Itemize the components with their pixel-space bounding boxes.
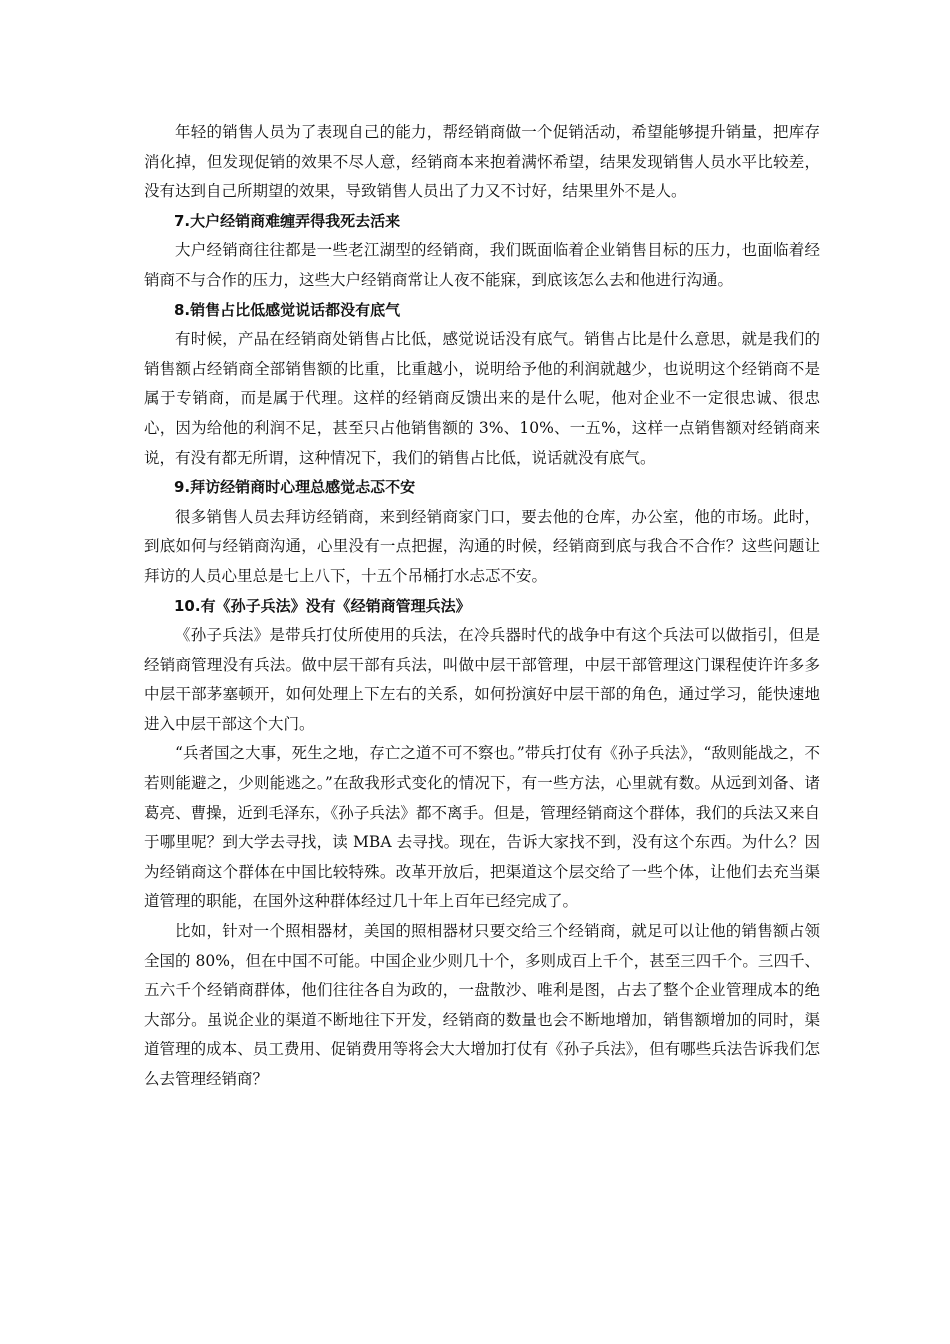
- heading-7: 7.大户经销商难缠弄得我死去活来: [174, 211, 401, 230]
- paragraph-big-dealers: 大户经销商往往都是一些老江湖型的经销商，我们既面临着企业销售目标的压力，也面临着经销商不与合作的压力，这些大户经销商常让人夜不能寐，到底该怎么去和他进行沟通。: [144, 241, 820, 289]
- paragraph-military-quote: “兵者国之大事，死生之地，存亡之道不可不察也。”带兵打仗有《孙子兵法》，“敌则能战之，不若则能避之，少则能逃之。”在敌我形式变化的情况下，有一些方法，心里就有数。从远到刘备、诸葛亮、曹操，近到毛泽东，《孙子兵法》都不离手。但是，管理经销商这个群体，我们的兵法又来自于哪里呢？到大学去寻找，读 MBA 去寻找。现在，告诉大家找不到，没有这个东西。为什么？因为经销商这个群体在中国比较特殊。改革开放后，把渠道这个层交给了一些个体，让他们去充当渠道管理的职能，在国外这种群体经过几十年上百年已经完成了。: [144, 744, 820, 911]
- paragraph-sales-promotion: 年轻的销售人员为了表现自己的能力，帮经销商做一个促销活动，希望能够提升销量，把库存消化掉，但发现促销的效果不尽人意，经销商本来抱着满怀希望，结果发现销售人员水平比较差，没有达到自己所期望的效果，导致销售人员出了力又不讨好，结果里外不是人。: [144, 123, 820, 201]
- paragraph-visiting-dealers: 很多销售人员去拜访经销商，来到经销商家门口，要去他的仓库，办公室，他的市场。此时，到底如何与经销商沟通，心里没有一点把握，沟通的时候，经销商到底与我合不合作？这些问题让拜访的人员心里总是七上八下，十五个吊桶打水忐忑不安。: [144, 507, 820, 585]
- paragraph-art-of-war: 《孙子兵法》是带兵打仗所使用的兵法，在冷兵器时代的战争中有这个兵法可以做指引，但是经销商管理没有兵法。做中层干部有兵法，叫做中层干部管理，中层干部管理这门课程使许许多多中层干部茅塞顿开，如何处理上下左右的关系，如何扮演好中层干部的角色，通过学习，能快速地进入中层干部这个大门。: [144, 626, 820, 733]
- heading-8: 8.销售占比低感觉说话都没有底气: [174, 300, 401, 319]
- heading-10: 10.有《孙子兵法》没有《经销商管理兵法》: [174, 596, 471, 615]
- paragraph-sales-share: 有时候，产品在经销商处销售占比低，感觉说话没有底气。销售占比是什么意思，就是我们的销售额占经销商全部销售额的比重，比重越小，说明给予他的利润就越少，也说明这个经销商不是属于专销商，而是属于代理。这样的经销商反馈出来的是什么呢，他对企业不一定很忠诚、很忠心，因为给他的利润不足，甚至只占他销售额的 3%、10%、一五%，这样一点销售额对经销商来说，有没有都无所谓，这种情况下，我们的销售占比低，说话就没有底气。: [144, 330, 820, 467]
- heading-9: 9.拜访经销商时心理总感觉忐忑不安: [174, 478, 416, 497]
- document-page: [144, 118, 820, 1095]
- paragraph-camera-example: 比如，针对一个照相器材，美国的照相器材只要交给三个经销商，就足可以让他的销售额占领全国的 80%，但在中国不可能。中国企业少则几十个，多则成百上千个，甚至三四千个。三四千、五六千个经销商群体，他们往往各自为政的，一盘散沙、唯利是图，占去了整个企业管理成本的绝大部分。虽说企业的渠道不断地往下开发，经销商的数量也会不断地增加，销售额增加的同时，渠道管理的成本、员工费用、促销费用等将会大大增加打仗有《孙子兵法》，但有哪些兵法告诉我们怎么去管理经销商？: [144, 922, 820, 1088]
